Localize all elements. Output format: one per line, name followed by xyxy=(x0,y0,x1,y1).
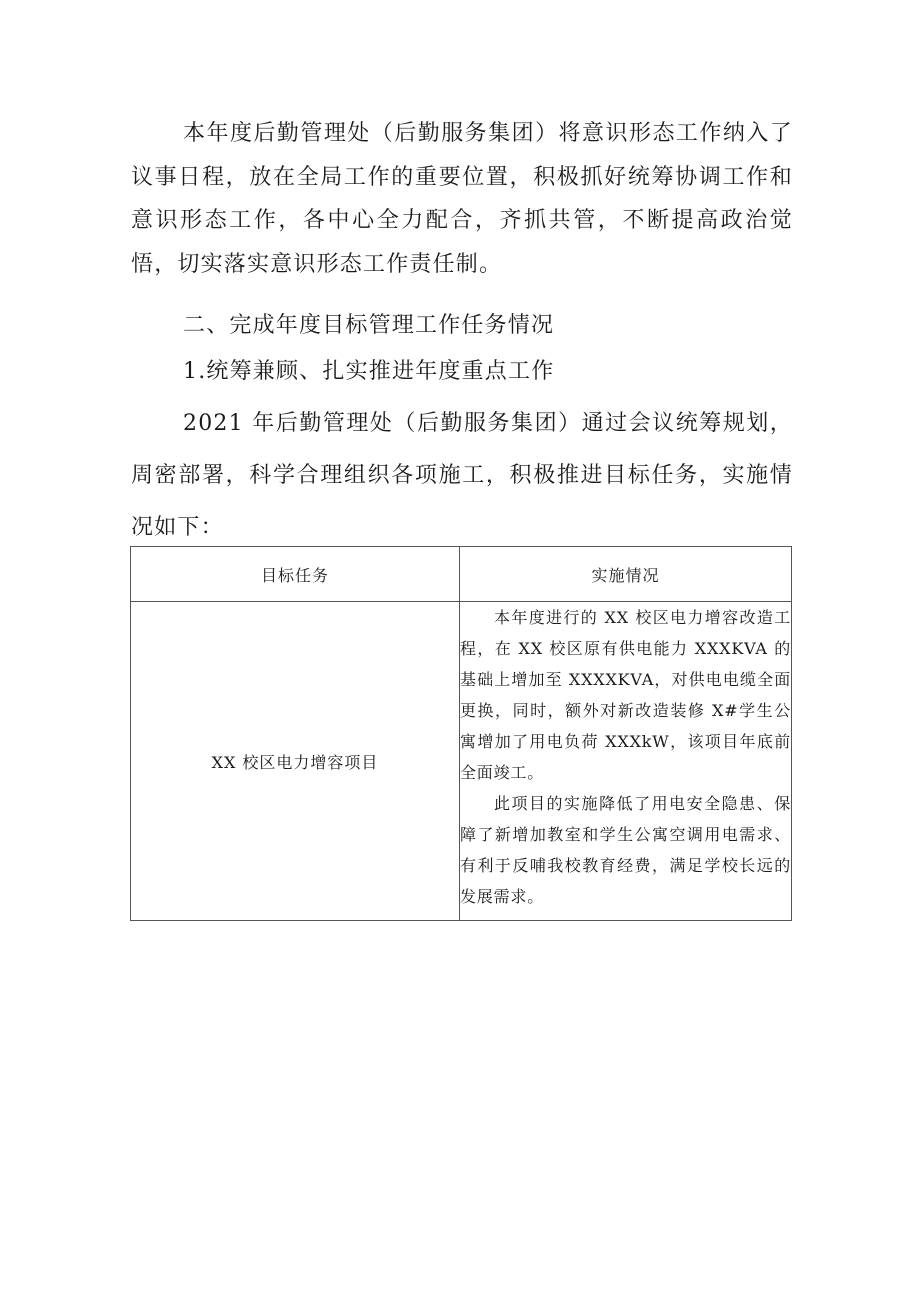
target-task-table xyxy=(130,546,792,921)
task-cell: XX 校区电力增容项目 xyxy=(131,602,460,921)
table-header-task: 目标任务 xyxy=(131,547,460,602)
implementation-paragraph: 此项目的实施降低了用电安全隐患、保障了新增加教室和学生公寓空调用电需求、有利于反哺我校教育经费，满足学校长远的发展需求。 xyxy=(460,794,791,906)
section-heading-2: 二、完成年度目标管理工作任务情况 xyxy=(183,313,555,338)
subsection-heading-1: 1.统筹兼顾、扎实推进年度重点工作 xyxy=(183,359,555,384)
body-paragraph-overview: 2021 年后勤管理处（后勤服务集团）通过会议统筹规划，周密部署，科学合理组织各项施工，积极推进目标任务，实施情况如下： xyxy=(131,411,793,540)
body-paragraph-ideology: 本年度后勤管理处（后勤服务集团）将意识形态工作纳入了议事日程，放在全局工作的重要位置，积极抓好统筹协调工作和意识形态工作，各中心全力配合，齐抓共管，不断提高政治觉悟，切实落实意识形态工作责任制。 xyxy=(131,121,793,277)
table-row xyxy=(131,602,792,921)
table-header-row xyxy=(131,547,792,602)
table-header-implementation: 实施情况 xyxy=(460,547,792,602)
implementation-cell xyxy=(460,602,792,921)
implementation-paragraph: 本年度进行的 XX 校区电力增容改造工程，在 XX 校区原有供电能力 XXXKVA 的基础上增加至 XXXXKVA，对供电电缆全面更换，同时，额外对新改造装修 X#学生公寓增加了用电负荷 XXXkW，该项目年底前全面竣工。 xyxy=(460,608,791,782)
